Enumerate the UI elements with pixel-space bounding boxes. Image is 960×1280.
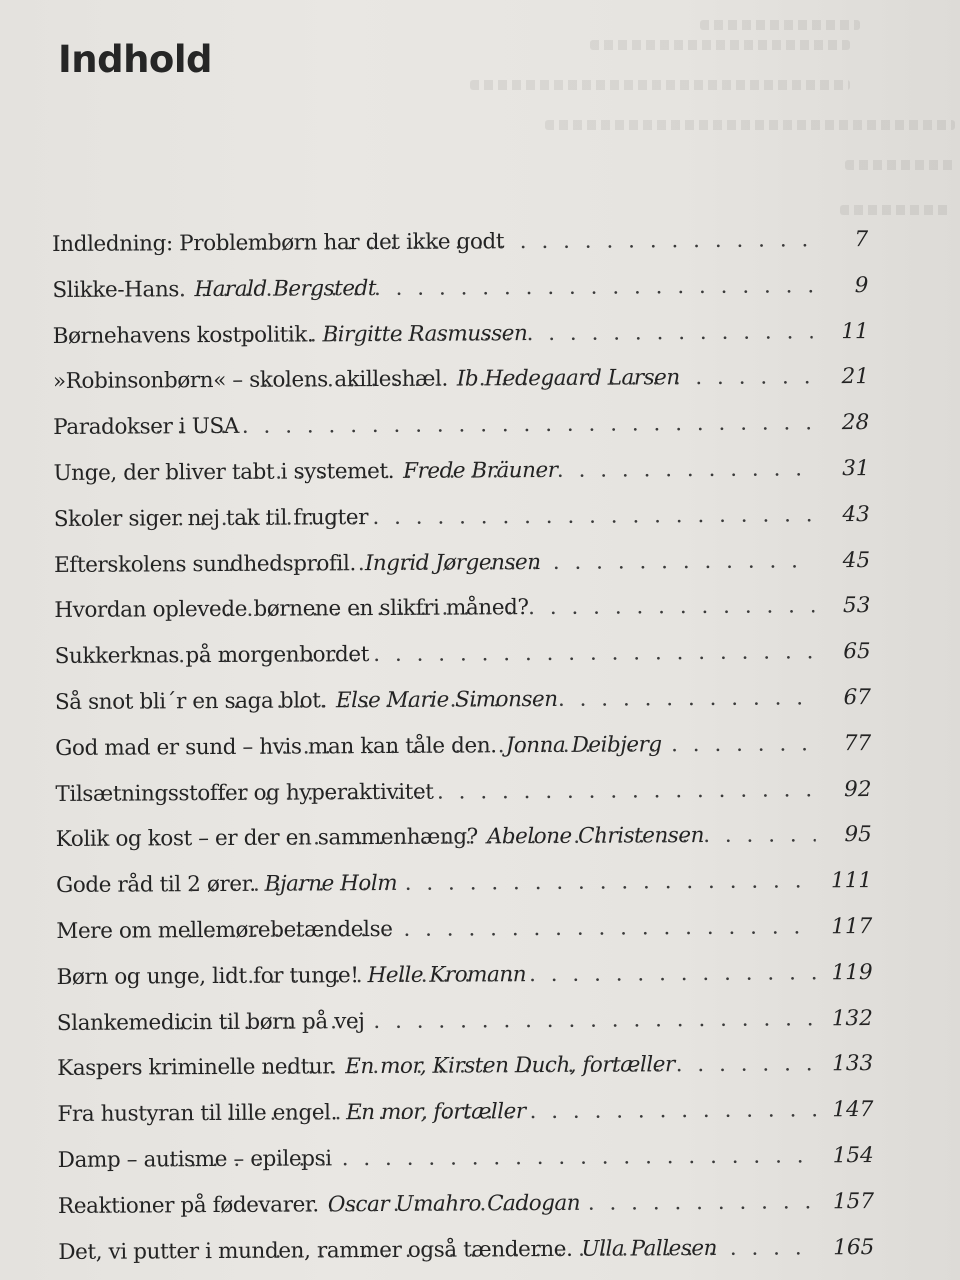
show-through-line: [545, 120, 955, 130]
page-number: 65: [843, 639, 871, 665]
toc-entry: [55, 721, 871, 772]
page-number: 119: [831, 959, 873, 986]
entry-author: Ulla Pallesen: [581, 1235, 718, 1262]
page-number: 133: [832, 1051, 874, 1077]
page-number: 7: [854, 227, 869, 253]
toc-entry: [54, 583, 870, 634]
page-number: 92: [844, 776, 872, 802]
entry-title: Det, vi putter i munden, rammer også tænderne.: [58, 1236, 573, 1265]
page-title: Indhold: [58, 38, 213, 81]
page-number: 111: [830, 868, 873, 894]
entry-author: En mor, Kirsten Duch, fortæller: [345, 1052, 675, 1080]
show-through-line: [840, 205, 950, 215]
entry-title: Børnehavens kostpolitik.: [52, 321, 314, 349]
toc-entry: [58, 1179, 874, 1230]
entry-title: »Robinsonbørn« – skolens akilleshæl.: [52, 366, 448, 395]
toc-entry: [55, 767, 871, 818]
entry-title: Efterskolens sundhedsprofil.: [54, 550, 356, 578]
dot-leader: [216, 217, 812, 266]
page-number: 45: [842, 547, 871, 573]
toc-entry: [57, 1087, 873, 1138]
dot-leader: [270, 813, 816, 862]
page-number: 154: [832, 1142, 874, 1169]
entry-title: Sukkerknas på morgenbordet: [54, 642, 369, 670]
page-number: 95: [844, 822, 872, 848]
toc-entry: [56, 904, 872, 955]
toc-entry: [52, 217, 868, 268]
page-number: 28: [841, 410, 870, 436]
dot-leader: [226, 950, 817, 999]
entry-author: Frede Bräuner: [403, 457, 558, 484]
entry-author: Birgitte Rasmussen: [322, 320, 528, 347]
page-number: 77: [843, 730, 872, 756]
page-number: 11: [841, 318, 869, 344]
entry-author: Jonna Deibjerg: [505, 732, 662, 759]
dot-leader: [232, 446, 814, 495]
entry-author: Abelone Christensen: [486, 823, 704, 850]
page-number: 9: [854, 272, 869, 298]
toc-entry: [53, 309, 869, 360]
entry-title: Kaspers kriminelle nedtur.: [57, 1054, 337, 1082]
entry-author: Harald Bergstedt: [194, 275, 377, 302]
entry-author: Oscar Umahro Cadogan: [327, 1190, 581, 1218]
dot-leader: [178, 630, 815, 680]
dot-leader: [133, 401, 813, 451]
dot-leader: [264, 1042, 817, 1091]
dot-leader: [223, 309, 813, 358]
page-number: 132: [831, 1005, 873, 1031]
entry-title: Slankemedicin til børn på vej: [56, 1008, 365, 1036]
toc-entry: [57, 1041, 873, 1092]
dot-leader: [259, 721, 815, 770]
dot-leader: [225, 584, 815, 633]
entry-title: Hvordan oplevede børnene en slikfri måned?: [54, 595, 529, 624]
dot-leader: [241, 1179, 818, 1228]
entry-title: Slikke-Hans.: [52, 276, 186, 303]
dot-leader: [188, 859, 816, 909]
entry-author: En mor, fortæller: [345, 1099, 526, 1126]
entry-title: Så snot bli´r en saga blot.: [54, 688, 328, 715]
entry-title: Reaktioner på fødevarer.: [57, 1192, 319, 1219]
entry-author: Ib Hedegaard Larsen: [456, 365, 680, 392]
page-number: 21: [841, 364, 870, 390]
entry-title: Kolik og kost – er der en sammenhæng?: [55, 824, 478, 853]
dot-leader: [233, 675, 815, 724]
page-number: 165: [833, 1234, 875, 1260]
show-through-line: [845, 160, 955, 170]
page-number: 43: [842, 501, 870, 527]
entry-title: Indledning: Problembørn har det ikke godt: [52, 229, 505, 257]
entry-title: Paradokser i USA: [53, 414, 240, 441]
page-number: 53: [842, 593, 871, 619]
toc-entry: [54, 538, 870, 589]
entry-title: God mad er sund – hvis man kan tåle den.: [55, 733, 497, 761]
entry-title: Gode råd til 2 ører.: [55, 871, 256, 899]
show-through-line: [590, 40, 850, 50]
toc-entry: [55, 629, 871, 680]
toc-entry: [53, 354, 869, 405]
entry-title: Unge, der bliver tabt i systemet.: [53, 458, 395, 486]
toc-entry: [56, 858, 872, 909]
entry-title: Børn og unge, lidt for tunge!: [56, 962, 359, 990]
dot-leader: [198, 767, 815, 817]
page-number: 157: [832, 1188, 875, 1214]
toc-entry: [58, 1133, 874, 1184]
dot-leader: [177, 492, 814, 542]
dot-leader: [226, 1087, 818, 1136]
entry-title: Mere om mellemørebetændelse: [56, 916, 393, 944]
table-of-contents: [52, 217, 874, 1275]
toc-entry: [53, 400, 869, 451]
entry-title: Skoler siger nej tak til frugter: [53, 504, 369, 532]
dot-leader: [262, 355, 813, 404]
show-through-line: [470, 80, 850, 90]
page-number: 67: [843, 684, 871, 711]
toc-entry: [58, 1225, 874, 1276]
show-through-line: [700, 20, 860, 30]
entry-title: Damp – autisme – epilepsi: [57, 1146, 332, 1173]
toc-entry: [56, 812, 872, 863]
dot-leader: [228, 538, 815, 587]
entry-author: Ingrid Jørgensen: [364, 549, 541, 576]
toc-entry: [55, 675, 871, 726]
toc-entry: [53, 446, 869, 497]
page-number: 147: [832, 1097, 874, 1123]
entry-author: Bjarne Holm: [264, 871, 398, 897]
entry-author: Else Marie Simonsen: [335, 686, 558, 714]
toc-entry: [56, 950, 872, 1001]
entry-author: Helle Kromann: [367, 961, 527, 988]
dot-leader: [178, 996, 817, 1046]
page-number: 31: [842, 455, 870, 482]
page-number: 117: [831, 913, 873, 940]
entry-title: Tilsætningsstoffer og hyperaktivitet: [55, 779, 434, 807]
dot-leader: [179, 263, 813, 313]
toc-entry: [54, 492, 870, 543]
dot-leader: [275, 1225, 819, 1274]
entry-title: Fra hustyran til lille engel.: [57, 1100, 338, 1128]
dot-leader: [168, 1133, 818, 1183]
dot-leader: [187, 904, 817, 954]
toc-entry: [57, 996, 873, 1047]
toc-entry: [52, 263, 868, 314]
